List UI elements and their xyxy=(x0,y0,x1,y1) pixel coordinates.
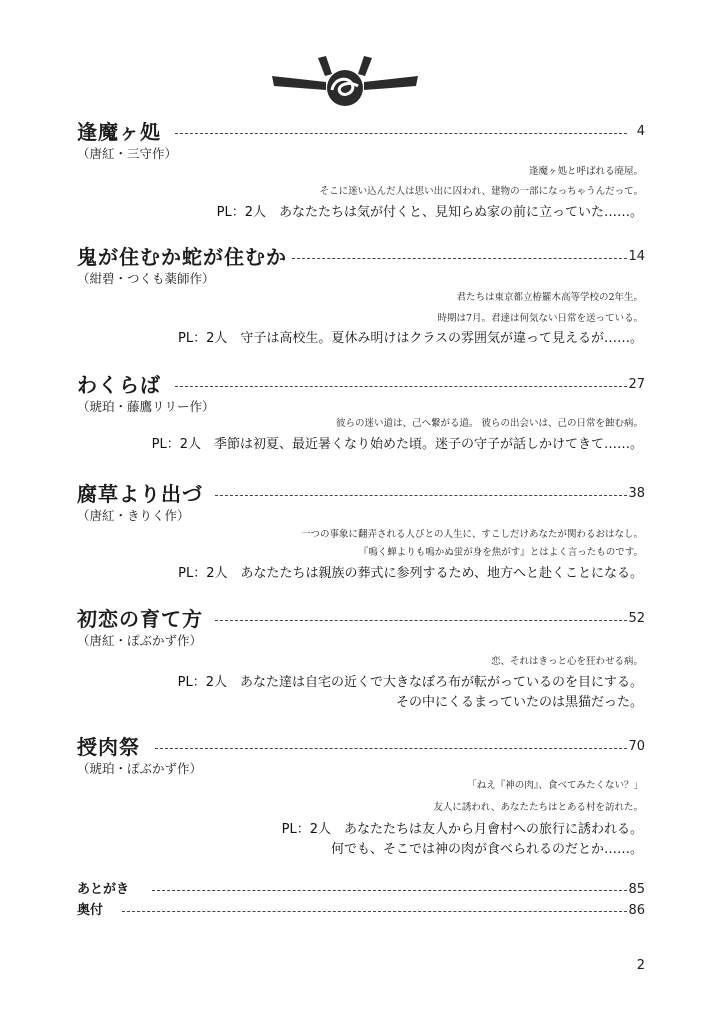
emblem-right-wing xyxy=(364,76,418,90)
entry-blurb: 時期は7月。君達は何気ない日常を送っている。 xyxy=(437,313,643,324)
entry-summary: 何でも、そこでは神の肉が食べられるのだとか……。 xyxy=(330,842,643,857)
entry-blurb: そこに迷い込んだ人は思い出に囚われ、建物の一部になっちゃうんだって。 xyxy=(319,186,643,197)
entry-summary: PL：2人 あなたたちは気が付くと、見知らぬ家の前に立っていた……。 xyxy=(216,205,643,220)
entry-blurb: 君たちは東京都立栫羅木高等学校の2年生。 xyxy=(456,292,643,303)
entry-page-number: 4 xyxy=(636,124,645,139)
entry-page-number: 38 xyxy=(628,486,645,501)
emblem-right-ray xyxy=(358,56,372,76)
page-folio: 2 xyxy=(636,958,645,973)
entry-summary: PL：2人 あなたたちは友人から月會村への旅行に誘われる。 xyxy=(281,822,643,837)
entry-page-number: 52 xyxy=(628,611,645,626)
entry-title[interactable]: 初恋の育て方 xyxy=(77,607,203,631)
toc-entry[interactable] xyxy=(0,243,707,346)
entry-summary: その中にくるまっていたのは黒猫だった。 xyxy=(395,695,643,710)
entry-page-number: 14 xyxy=(628,249,645,264)
entry-blurb: 彼らの迷い道は、己へ繋がる道。 彼らの出会いは、己の日常を蝕む病。 xyxy=(335,418,643,429)
entry-blurb: 友人に誘われ、あなたたちはとある村を訪れた。 xyxy=(433,802,643,813)
entry-blurb: 「ねえ『神の肉』、食べてみたくない？」 xyxy=(467,780,643,791)
entry-title[interactable]: 授肉祭 xyxy=(77,735,140,759)
entry-summary: PL：2人 守子は高校生。夏休み明けはクラスの雰囲気が違って見えるが……。 xyxy=(178,331,643,346)
dot-leader xyxy=(122,911,627,912)
entry-author: （唐紅・ぽぶかず作） xyxy=(77,633,203,648)
toc-entry[interactable] xyxy=(0,733,707,857)
toc-entry[interactable] xyxy=(0,480,707,581)
entry-author: （唐紅・三守作） xyxy=(77,146,178,161)
entry-summary: PL：2人 季節は初夏、最近暑くなり始めた頃。迷子の守子が話しかけてきて……。 xyxy=(151,437,643,452)
toc-entry[interactable] xyxy=(0,118,707,220)
toc-afterword[interactable] xyxy=(0,880,707,902)
toc-entry[interactable] xyxy=(0,371,707,452)
entry-title[interactable]: 鬼が住むか蛇が住むか xyxy=(77,245,287,269)
entry-title[interactable]: 逢魔ヶ処 xyxy=(77,120,161,144)
dot-leader xyxy=(175,386,627,387)
entry-summary: PL：2人 あなたたちは親族の葬式に参列するため、地方へと赴くことになる。 xyxy=(178,566,643,581)
colophon-title[interactable]: 奥付 xyxy=(77,903,104,918)
entry-author: （琥珀・ぽぶかず作） xyxy=(77,761,203,776)
entry-author: （琥珀・藤鷹リリー作） xyxy=(77,399,215,414)
afterword-title[interactable]: あとがき xyxy=(77,882,130,897)
entry-page-number: 70 xyxy=(628,739,645,754)
dot-leader xyxy=(175,133,627,134)
entry-author: （紺碧・つくも薬師作） xyxy=(77,271,215,286)
entry-blurb: 『鳴く蝉よりも鳴かぬ蛍が身を焦がす』とはよく言ったものです。 xyxy=(358,547,643,558)
entry-blurb: 恋、それはきっと心を狂わせる病。 xyxy=(490,656,643,667)
entry-summary: PL：2人 あなた達は自宅の近くで大きなぼろ布が転がっているのを目にする。 xyxy=(177,675,643,690)
afterword-page-number: 85 xyxy=(628,882,645,897)
dot-leader xyxy=(215,495,627,496)
entry-page-number: 27 xyxy=(628,377,645,392)
decorative-knot-emblem xyxy=(270,52,420,108)
dot-leader xyxy=(152,890,627,891)
entry-title[interactable]: わくらば xyxy=(77,373,161,397)
dot-leader xyxy=(155,748,627,749)
colophon-page-number: 86 xyxy=(628,903,645,918)
emblem-left-ray xyxy=(318,56,332,76)
entry-blurb: 逢魔ヶ処と呼ばれる廃屋。 xyxy=(528,166,643,177)
entry-author: （唐紅・きりく作） xyxy=(77,508,190,523)
dot-leader xyxy=(215,620,627,621)
dot-leader xyxy=(292,258,627,259)
toc-colophon[interactable] xyxy=(0,901,707,923)
toc-entry[interactable] xyxy=(0,605,707,710)
entry-blurb: 一つの事象に翻弄される人びとの人生に、すこしだけあなたが関わるおはなし。 xyxy=(300,529,643,540)
entry-title[interactable]: 腐草より出づ xyxy=(77,482,203,506)
emblem-left-wing xyxy=(272,76,326,90)
